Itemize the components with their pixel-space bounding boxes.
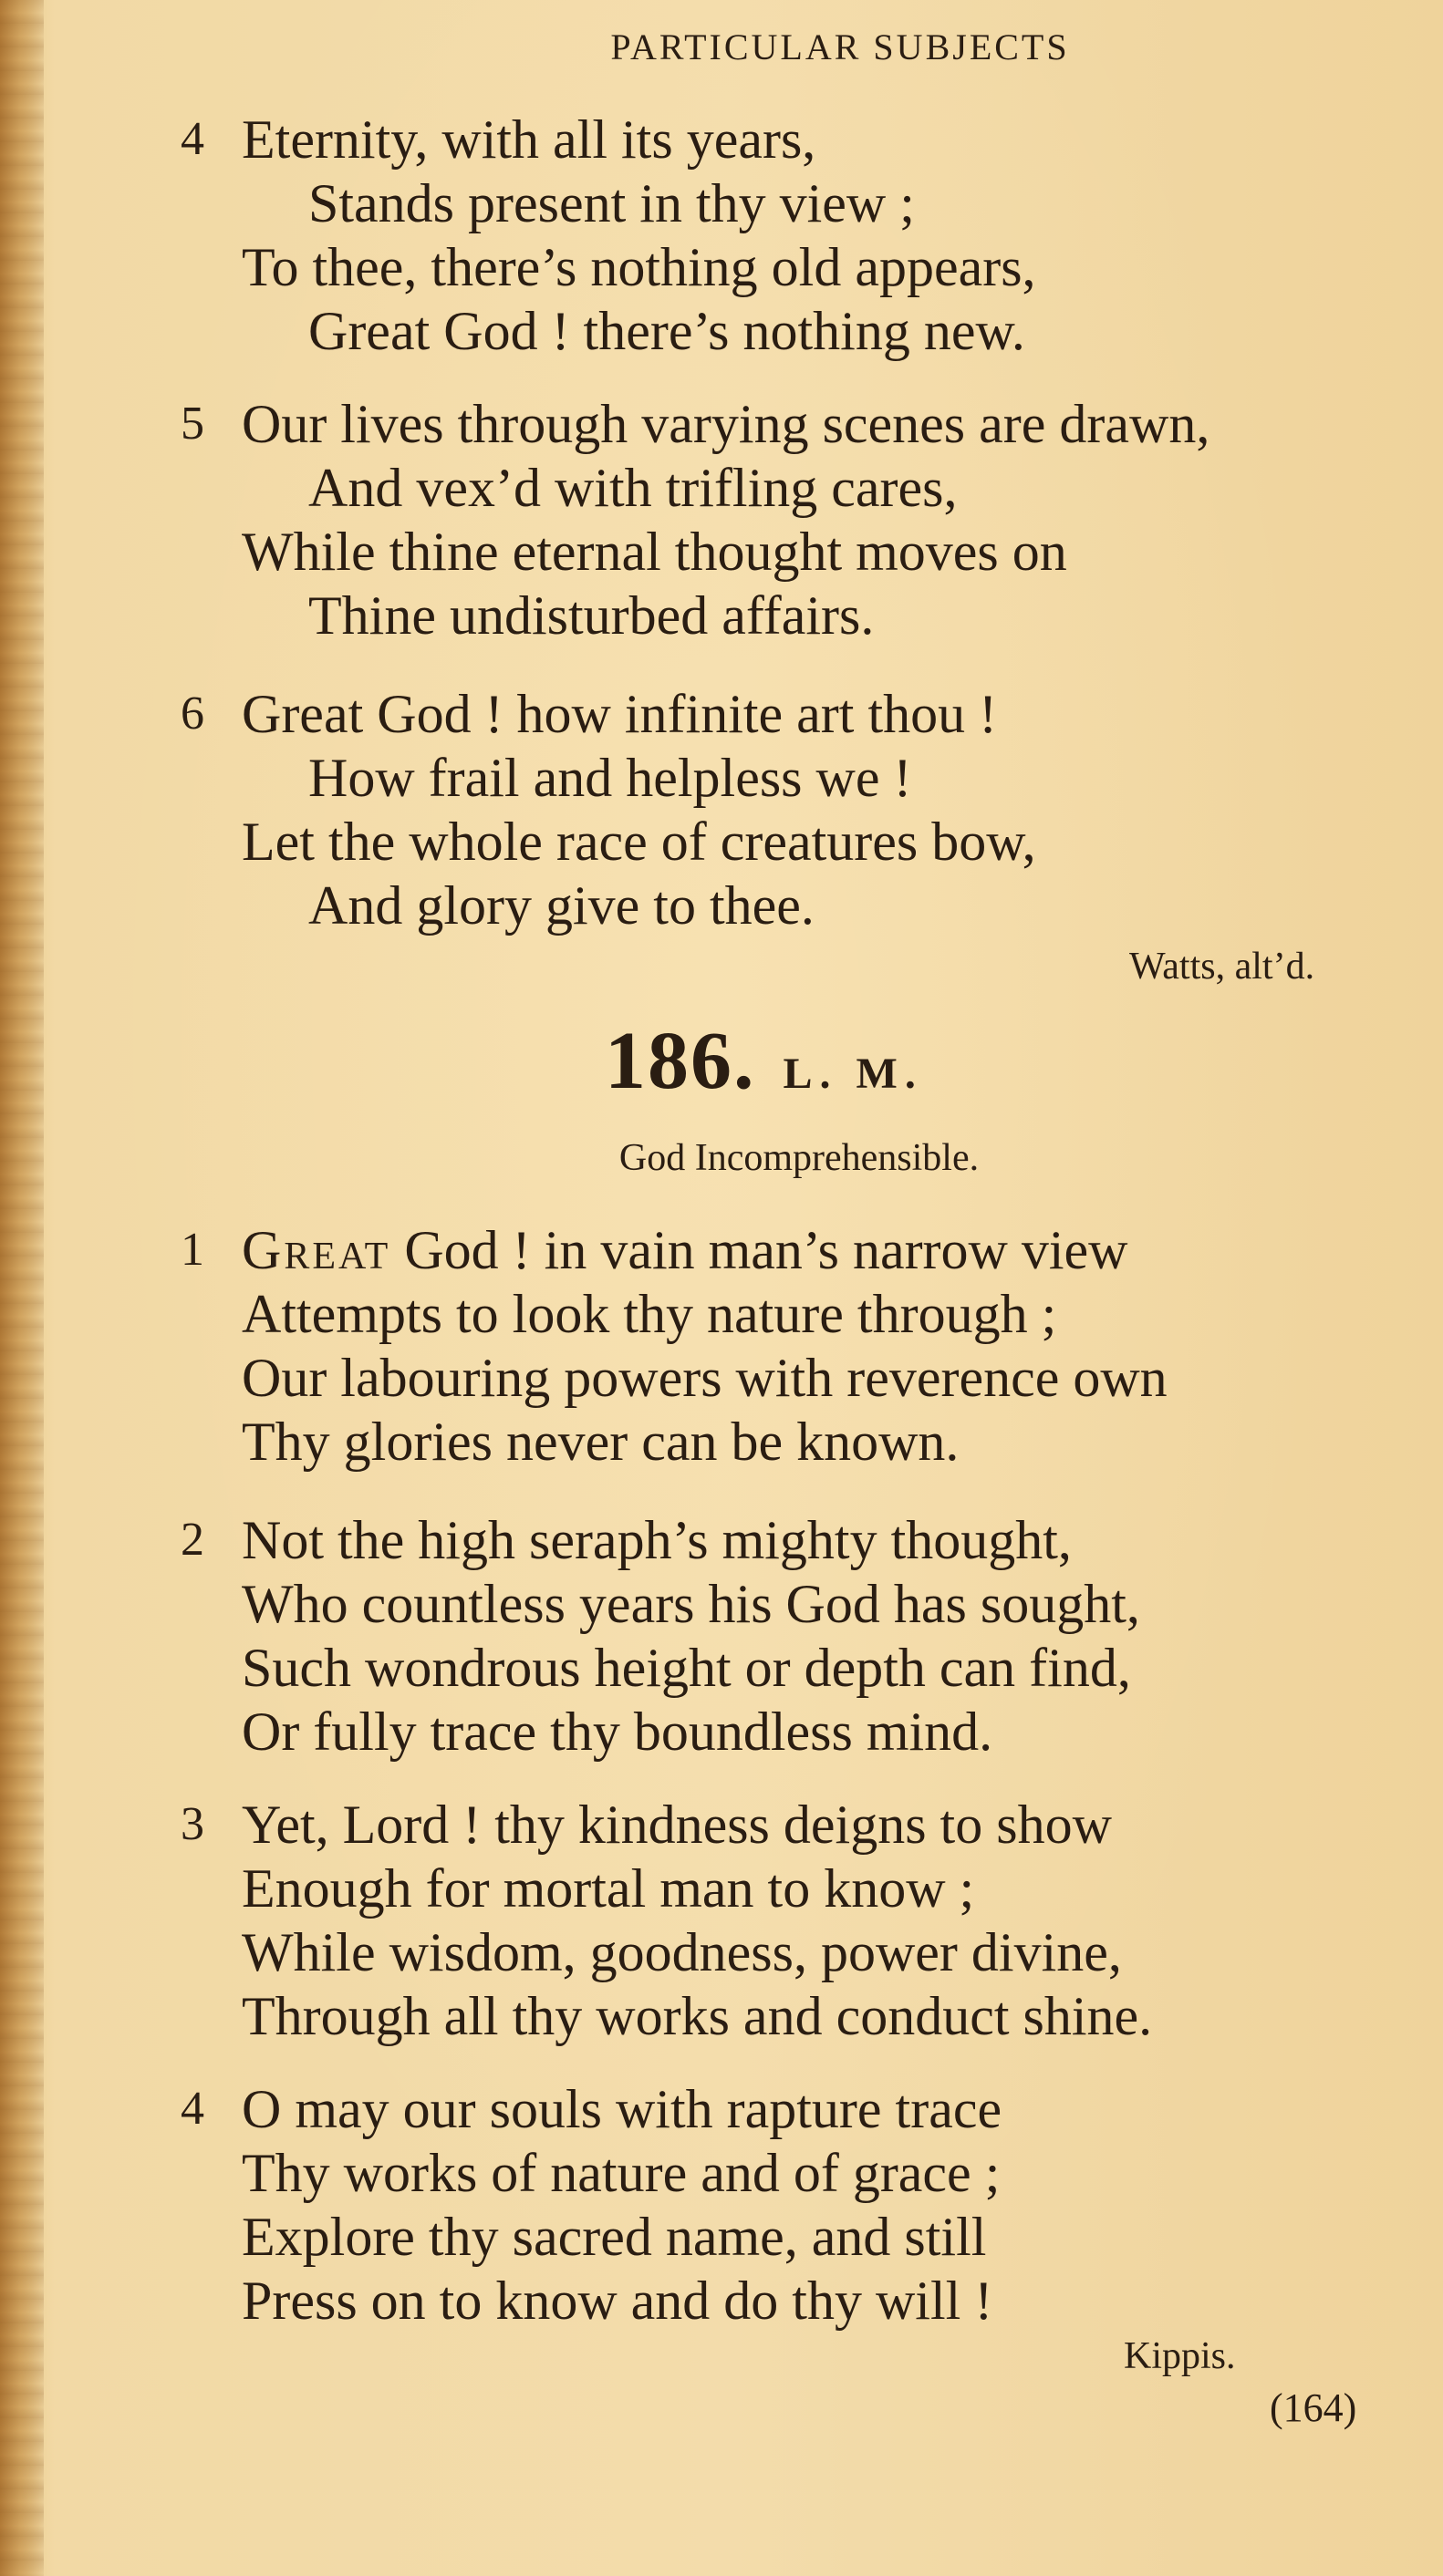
stanza-number: 1 [181, 1224, 204, 1276]
hymn-line: Stands present in thy view ; [308, 173, 915, 233]
hymn-heading [605, 1014, 923, 1108]
hymn-line: How frail and helpless we ! [308, 748, 912, 808]
hymn-line: Our labouring powers with reverence own [242, 1348, 1168, 1408]
hymn-line: Thy works of nature and of grace ; [242, 2143, 1001, 2203]
hymn-line: Great God ! how infinite art thou ! [242, 684, 998, 744]
hymn-line: O may our souls with rapture trace [242, 2079, 1002, 2139]
hymn-line: While wisdom, goodness, power divine, [242, 1922, 1122, 1982]
stanza-number: 5 [181, 398, 204, 450]
hymn-line: Thine undisturbed affairs. [308, 585, 875, 646]
hymn-line: To thee, there’s nothing old appears, [242, 237, 1036, 297]
attribution-kippis: Kippis. [1124, 2335, 1236, 2377]
hymn-line: Such wondrous height or depth can find, [242, 1638, 1131, 1698]
hymn-line: Through all thy works and conduct shine. [242, 1986, 1153, 2046]
page-number: (164) [1270, 2385, 1357, 2430]
hymn-line-rest: God ! in vain man’s narrow view [390, 1220, 1128, 1280]
hymn-line: Enough for mortal man to know ; [242, 1858, 975, 1919]
hymn-line: Our lives through varying scenes are drawn, [242, 394, 1210, 454]
hymn-line: Press on to know and do thy will ! [242, 2271, 993, 2331]
hymn-line: Or fully trace thy boundless mind. [242, 1702, 993, 1762]
hymn-line: Thy glories never can be known. [242, 1412, 960, 1472]
binding-edge [0, 0, 44, 2576]
hymn-line: And glory give to thee. [308, 875, 815, 936]
hymn-number: 186. [605, 1016, 756, 1106]
hymn-line: Who countless years his God has sought, [242, 1574, 1140, 1634]
stanza-number: 6 [181, 688, 204, 740]
hymn-line: Attempts to look thy nature through ; [242, 1284, 1057, 1344]
hymn-line: Yet, Lord ! thy kindness deigns to show [242, 1795, 1112, 1855]
hymn-line: Eternity, with all its years, [242, 109, 816, 170]
hymn-line [242, 1218, 1128, 1282]
stanza-number: 4 [181, 2083, 204, 2135]
hymn-line: Great God ! there’s nothing new. [308, 301, 1025, 361]
hymn-line: Explore thy sacred name, and still [242, 2207, 987, 2267]
hymn-line: Not the high seraph’s mighty thought, [242, 1510, 1072, 1570]
stanza-number: 3 [181, 1798, 204, 1850]
hymn-line: While thine eternal thought moves on [242, 522, 1067, 582]
hymn-meter: L. M. [783, 1050, 923, 1098]
running-header: PARTICULAR SUBJECTS [610, 26, 1070, 67]
hymn-subtitle: God Incomprehensible. [618, 1137, 980, 1179]
stanza-number: 2 [181, 1514, 204, 1566]
hymn-line: And vex’d with trifling cares, [308, 458, 958, 518]
stanza-number: 4 [181, 113, 204, 165]
hymn-line: Let the whole race of creatures bow, [242, 812, 1036, 872]
attribution-watts: Watts, alt’d. [1129, 946, 1315, 988]
first-word-smallcaps: Great [242, 1220, 391, 1280]
